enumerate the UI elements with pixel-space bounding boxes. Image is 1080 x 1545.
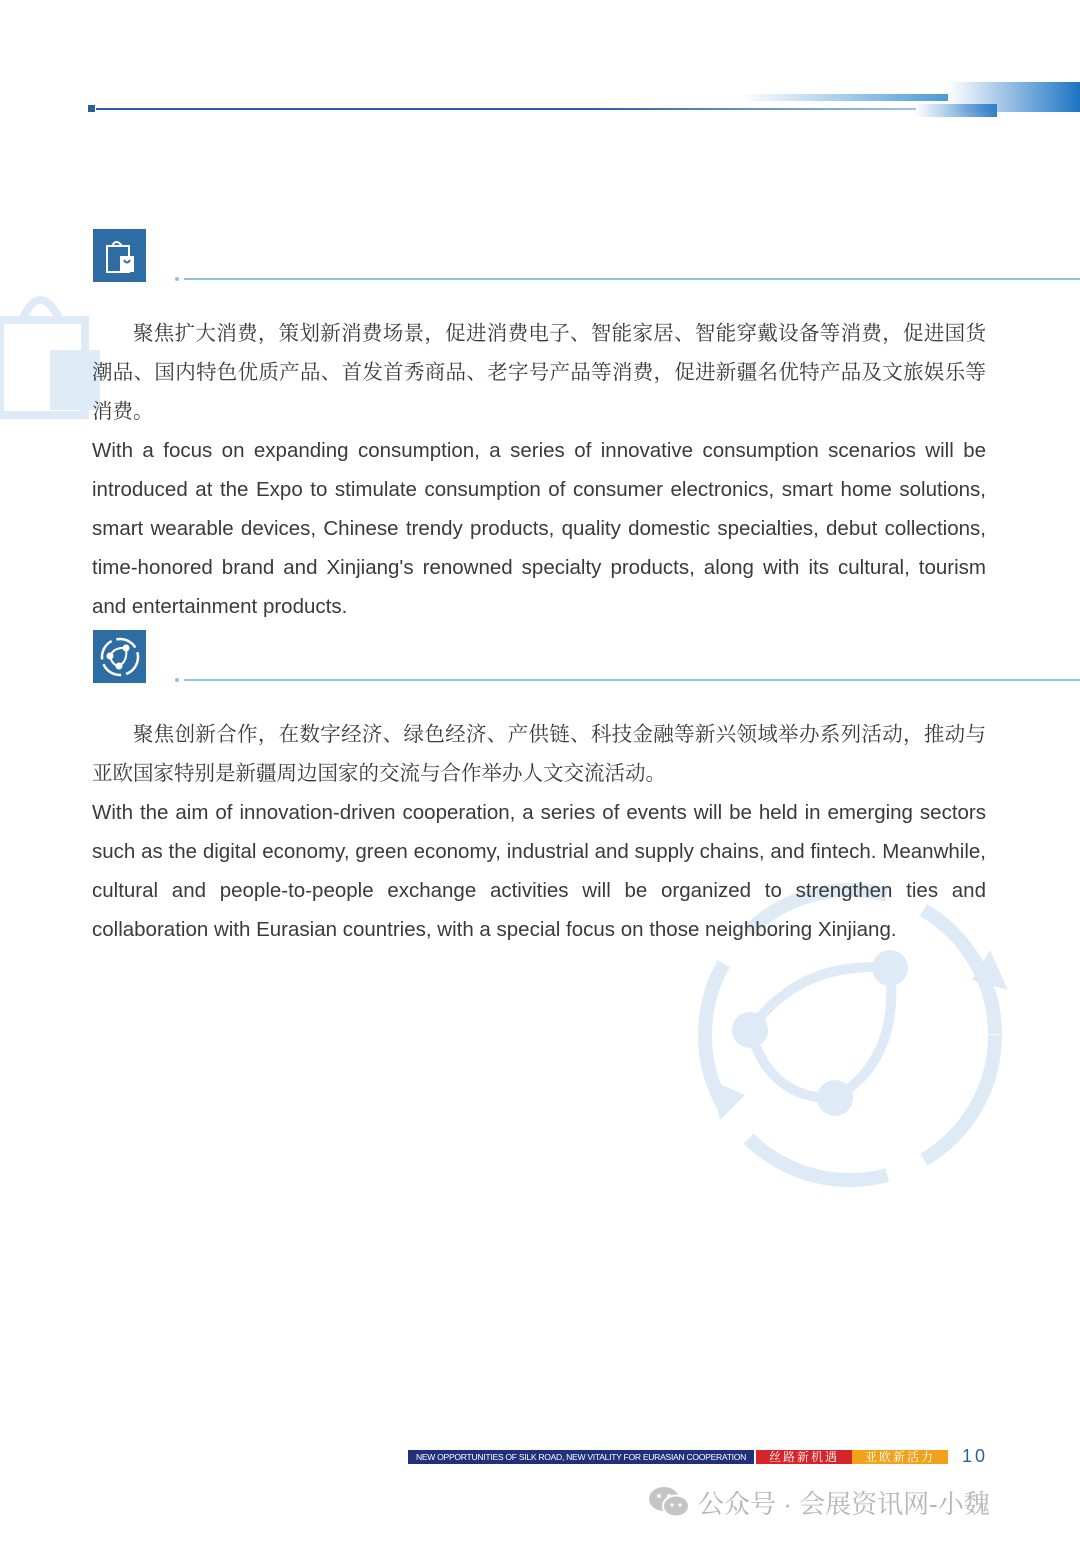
wechat-watermark-text: 公众号 · 会展资讯网-小魏 [698,1488,990,1519]
globe-network-icon [98,635,142,679]
section2-text [92,715,986,949]
wechat-icon [648,1485,690,1519]
header-dot [88,105,95,112]
footer-slogan-english: NEW OPPORTUNITIES OF SILK ROAD, NEW VITALITY FOR EURASIAN COOPERATION [408,1450,754,1464]
header-gradient-bar [740,94,948,101]
section1-text [92,314,986,626]
header-rule [96,108,916,110]
section2-english: With the aim of innovation-driven cooperation, a series of events will be held in emerging sectors such as the digital economy, green economy, industrial and supply chains, and fintech. Meanwhile, cultural and people-to-people exchange activities will be organized to strengthen ties and collaboration with Eurasian countries, with a special focus on those neighboring Xinjiang. [92,801,986,941]
section1-chinese: 聚焦扩大消费，策划新消费场景，促进消费电子、智能家居、智能穿戴设备等消费，促进国货潮品、国内特色优质产品、首发首秀商品、老字号产品等消费，促进新疆名优特产品及文旅娱乐等消费。 [92,322,986,423]
section1-icon-box [93,229,146,282]
section2-rule-dot [175,678,179,682]
section2-rule [184,679,1080,681]
footer-slogan-chinese-1: 丝路新机遇 [756,1450,852,1464]
section1-rule [184,278,1080,280]
section1-english: With a focus on expanding consumption, a series of innovative consumption scenarios will be introduced at the Expo to stimulate consumption of consumer electronics, smart home solutions, smart wearable devices, Chinese trendy products, quality domestic specialties, debut collections, time-honored brand and Xinjiang's renowned specialty products, along with its cultural, tourism and entertainment products. [92,439,986,618]
section2-icon-box [93,630,146,683]
footer-slogan-chinese-2: 亚欧新活力 [852,1450,948,1464]
page-number: 10 [962,1446,989,1466]
header-gradient-bar-small [915,104,997,117]
section2-chinese: 聚焦创新合作，在数字经济、绿色经济、产供链、科技金融等新兴领域举办系列活动，推动与亚欧国家特别是新疆周边国家的交流与合作举办人文交流活动。 [92,723,986,785]
shopping-bag-icon [100,236,140,276]
section1-rule-dot [175,277,179,281]
wechat-watermark [648,1482,990,1522]
